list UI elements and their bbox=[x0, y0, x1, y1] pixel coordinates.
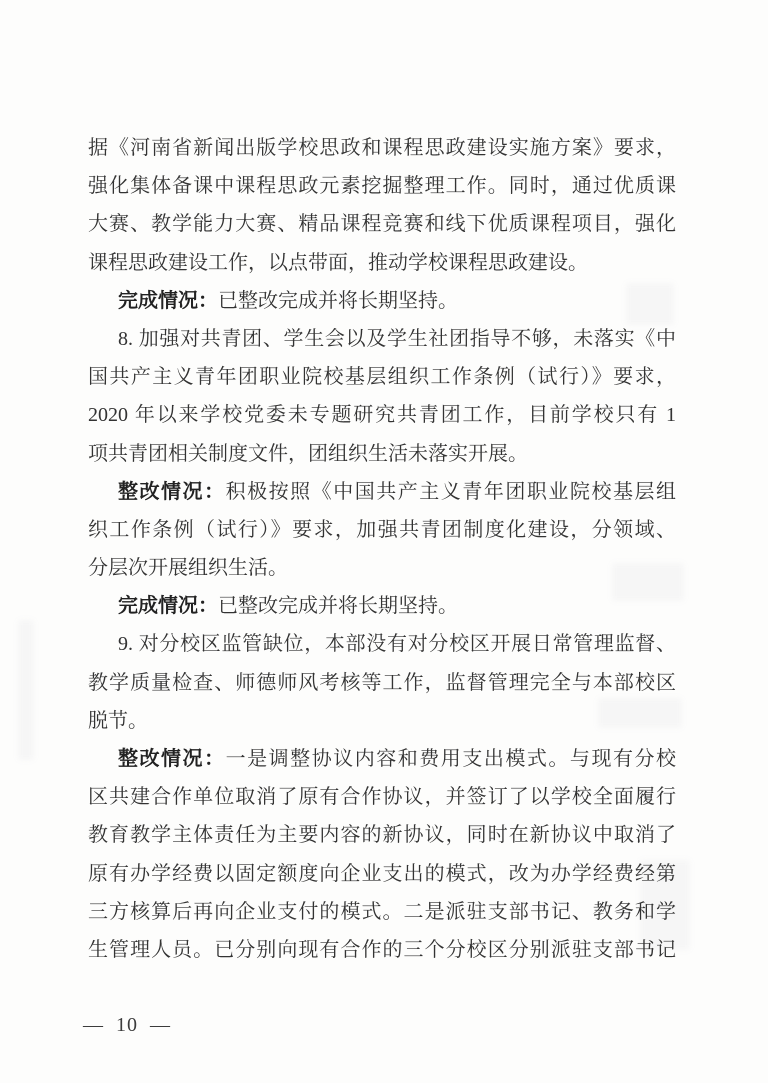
line-text: 积极按照《中国共产主义青年团职业院校基层组 bbox=[225, 480, 677, 503]
text-line bbox=[88, 740, 676, 778]
line-text: 已整改完成并将长期坚持。 bbox=[218, 289, 458, 312]
text-line: 9. 对分校区监管缺位，本部没有对分校区开展日常管理监督、 bbox=[118, 633, 676, 656]
line-text: 一是调整协议内容和费用支出模式。与现有分校 bbox=[225, 748, 677, 770]
line-text: 已整改完成并将长期坚持。 bbox=[218, 595, 458, 618]
text-line: 区共建合作单位取消了原有合作协议，并签订了以学校全面履行 bbox=[88, 786, 676, 809]
text-line bbox=[88, 282, 676, 320]
text-line: 教育教学主体责任为主要内容的新协议，同时在新协议中取消了 bbox=[88, 824, 676, 847]
document-body bbox=[88, 129, 676, 969]
text-line: 8. 加强对共青团、学生会以及学生社团指导不够，未落实《中 bbox=[118, 327, 676, 350]
text-line: 强化集体备课中课程思政元素挖掘整理工作。同时，通过优质课 bbox=[88, 175, 676, 198]
text-line: 教学质量检查、师德师风考核等工作，监督管理完全与本部校区 bbox=[88, 671, 676, 694]
text-line: 据《河南省新闻出版学校思政和课程思政建设实施方案》要求， bbox=[88, 137, 676, 159]
completion-status-label: 完成情况： bbox=[118, 289, 218, 312]
page-number: — 10 — bbox=[83, 1014, 171, 1036]
text-line bbox=[88, 473, 676, 511]
text-line: 生管理人员。已分别向现有合作的三个分校区分别派驻支部书记 bbox=[88, 938, 676, 961]
rectification-status-label: 整改情况： bbox=[118, 748, 226, 770]
text-line: 分层次开展组织生活。 bbox=[88, 557, 288, 580]
completion-status-label: 完成情况： bbox=[118, 595, 218, 618]
text-line: 课程思政建设工作，以点带面，推动学校课程思政建设。 bbox=[88, 251, 588, 274]
text-line: 2020 年以来学校党委未专题研究共青团工作，目前学校只有 1 bbox=[88, 404, 676, 427]
text-line: 三方核算后再向企业支付的模式。二是派驻支部书记、教务和学 bbox=[88, 900, 676, 923]
text-line: 织工作条例（试行）》要求，加强共青团制度化建设，分领域、 bbox=[88, 518, 676, 541]
bleed-through-smudge bbox=[18, 620, 34, 760]
rectification-status-label: 整改情况： bbox=[118, 480, 226, 503]
text-line bbox=[88, 587, 676, 625]
text-line: 脱节。 bbox=[88, 709, 148, 732]
text-line: 国共产主义青年团职业院校基层组织工作条例（试行）》要求， bbox=[88, 366, 676, 389]
text-line: 大赛、教学能力大赛、精品课程竞赛和线下优质课程项目，强化 bbox=[88, 213, 676, 236]
text-line: 项共青团相关制度文件，团组织生活未落实开展。 bbox=[88, 442, 528, 465]
text-line: 原有办学经费以固定额度向企业支出的模式，改为办学经费经第 bbox=[88, 862, 676, 885]
